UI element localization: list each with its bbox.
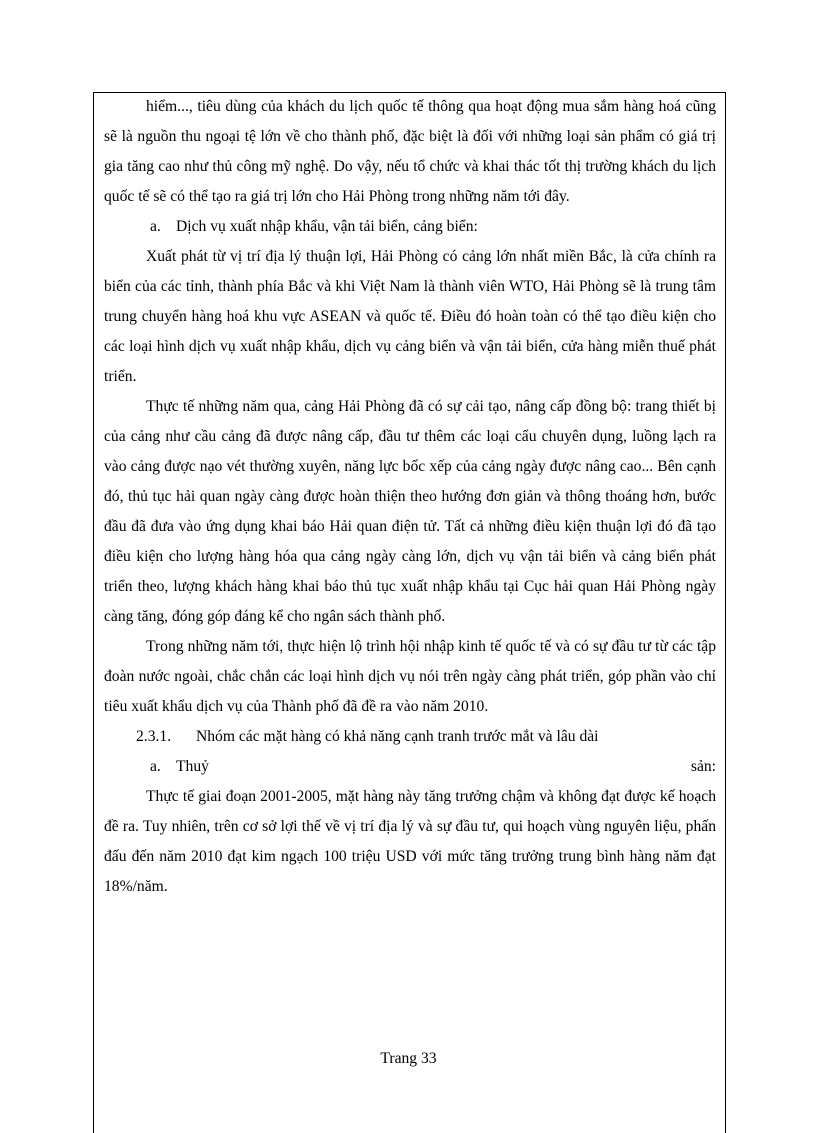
section-number: 2.3.1. <box>136 728 172 745</box>
subheading-label: a. <box>150 758 161 775</box>
paragraph-tourism-revenue: hiểm..., tiêu dùng của khách du lịch quốc tế thông qua hoạt động mua sắm hàng hoá cũng sẽ là nguồn thu ngoại tệ lớn về cho thành phố, đặc biệt là đối với những loại sản phẩm có giá trị gia tăng cao như thủ công mỹ nghệ. Do vậy, nếu tổ chức và khai thác tốt thị trường khách du lịch quốc tế sẽ có thể tạo ra giá trị lớn cho Hải Phòng trong những năm tới đây. <box>104 98 716 205</box>
subheading-import-export-services <box>104 212 716 242</box>
subheading-text: Dịch vụ xuất nhập khẩu, vận tải biển, cảng biển: <box>176 218 478 235</box>
paragraph-future-integration: Trong những năm tới, thực hiện lộ trình hội nhập kinh tế quốc tế và có sự đầu tư từ các tập đoàn nước ngoài, chắc chắn các loại hình dịch vụ nói trên ngày càng phát triển, góp phần vào chỉ tiêu xuất khẩu dịch vụ của Thành phố đã đề ra vào năm 2010. <box>104 638 716 715</box>
subheading-seafood <box>104 752 716 782</box>
page-number: Trang 33 <box>380 1050 437 1067</box>
section-title: Nhóm các mặt hàng có khả năng cạnh tranh trước mắt và lâu dài <box>196 728 599 745</box>
subheading-text: Thuỷ sản: <box>176 758 716 775</box>
subheading-label: a. <box>150 218 161 235</box>
paragraph-geographic-advantage: Xuất phát từ vị trí địa lý thuận lợi, Hải Phòng có cảng lớn nhất miền Bắc, là cửa chính ra biển của các tỉnh, thành phía Bắc và khi Việt Nam là thành viên WTO, Hải Phòng sẽ là trung tâm trung chuyển hàng hoá khu vực ASEAN và quốc tế. Điều đó hoàn toàn có thể tạo điều kiện cho các loại hình dịch vụ xuất nhập khẩu, dịch vụ cảng biển và vận tải biển, cửa hàng miễn thuế phát triển. <box>104 248 716 385</box>
document-body <box>104 92 716 902</box>
paragraph-port-upgrade: Thực tế những năm qua, cảng Hải Phòng đã có sự cải tạo, nâng cấp đồng bộ: trang thiết bị của cảng như cầu cảng đã được nâng cấp, đầu tư thêm các loại cẩu chuyên dụng, luồng lạch ra vào cảng được nạo vét thường xuyên, năng lực bốc xếp của cảng ngày được nâng cao... Bên cạnh đó, thủ tục hải quan ngày càng được hoàn thiện theo hướng đơn giản và thông thoáng hơn, bước đầu đã đưa vào ứng dụng khai báo Hải quan điện tử. Tất cả những điều kiện thuận lợi đó đã tạo điều kiện cho lượng hàng hóa qua cảng ngày càng lớn, dịch vụ vận tải biển và cảng biển phát triển theo, lượng khách hàng khai báo thủ tục xuất nhập khẩu tại Cục hải quan Hải Phòng ngày càng tăng, đóng góp đáng kể cho ngân sách thành phố. <box>104 398 716 625</box>
paragraph-seafood-growth: Thực tế giai đoạn 2001-2005, mặt hàng này tăng trưởng chậm và không đạt được kế hoạch đề ra. Tuy nhiên, trên cơ sở lợi thế về vị trí địa lý và sự đầu tư, qui hoạch vùng nguyên liệu, phấn đấu đến năm 2010 đạt kim ngạch 100 triệu USD với mức tăng trưởng trung bình hàng năm đạt 18%/năm. <box>104 788 716 895</box>
section-heading-2-3-1 <box>104 722 716 752</box>
